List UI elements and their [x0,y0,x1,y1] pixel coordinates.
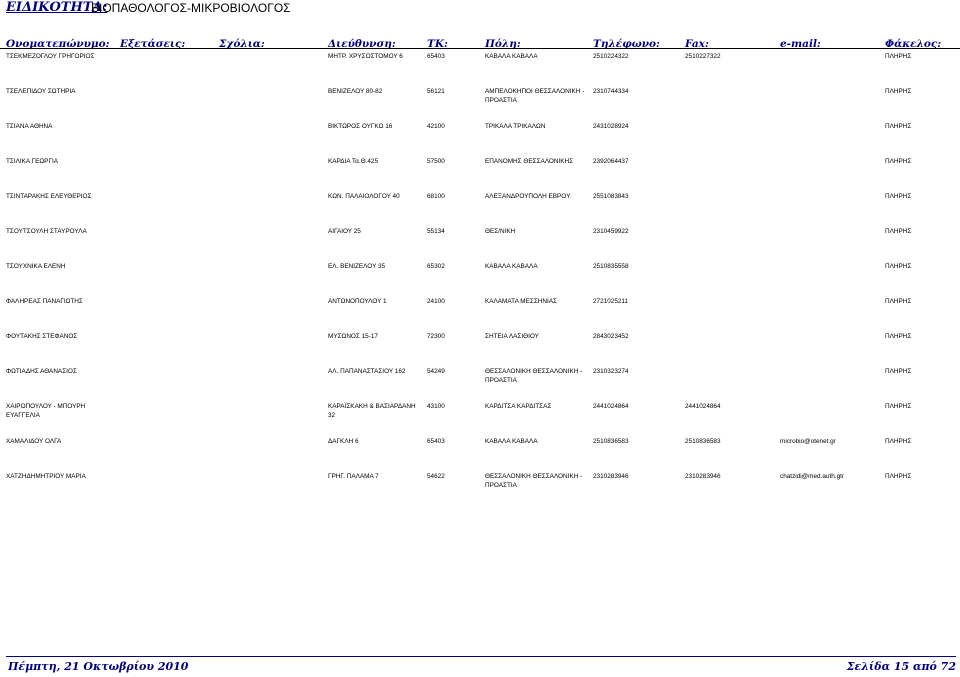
cell-address: ΚΑΡΔΙΑ Τα.Θ.425 [328,158,379,165]
cell-phone: 2551083843 [593,193,629,200]
cell-folder: ΠΛΗΡΗΣ [885,158,912,165]
header-city: Πόλη: [485,38,521,50]
table-row [0,87,960,121]
cell-city: ΑΛΕΞΑΝΔΡΟΥΠΟΛΗ ΕΒΡΟΥ [485,193,571,200]
table-row [0,297,960,331]
cell-address: ΜΗΤΡ. ΧΡΥΣΟΣΤΟΜΟΥ 6 [328,53,403,60]
cell-folder: ΠΛΗΡΗΣ [885,438,912,445]
header-divider [0,48,960,49]
cell-city: ΘΕΣ/ΝΙΚΗ [485,228,516,235]
table-row [0,157,960,191]
cell-phone: 2510835558 [593,263,629,270]
table-row [0,332,960,366]
cell-city: ΕΠΑΝΟΜΗΣ ΘΕΣΣΑΛΟΝΙΚΗΣ [485,158,574,165]
cell-folder: ΠΛΗΡΗΣ [885,403,912,410]
header-email: e-mail: [780,38,821,50]
specialty-label: ΕΙΔΙΚΟΤΗΤΑ: [6,0,108,15]
cell-name: ΤΣΙΝΤΑΡΑΚΗΣ ΕΛΕΥΘΕΡΙΟΣ [6,193,92,200]
cell-address: ΓΡΗΓ. ΠΑΛΑΜΑ 7 [328,473,379,480]
table-row [0,402,960,436]
cell-phone: 2431028924 [593,123,629,130]
cell-name: ΤΣΕΚΜΕΖΟΓΛΟΥ ΓΡΗΓΟΡΙΟΣ [6,53,95,60]
cell-city: ΣΗΤΕΙΑ ΛΑΣΙΘΙΟΥ [485,333,539,340]
cell-zip: 57500 [427,158,445,165]
header-comments: Σχόλια: [219,38,265,50]
cell-folder: ΠΛΗΡΗΣ [885,228,912,235]
footer-divider [6,656,956,657]
cell-name: ΦΟΥΤΑΚΗΣ ΣΤΕΦΑΝΟΣ [6,333,78,340]
cell-city: ΚΑΡΔΙΤΣΑ ΚΑΡΔΙΤΣΑΣ [485,403,552,410]
header-fax: Fax: [685,38,709,50]
cell-zip: 42100 [427,123,445,130]
cell-zip: 68100 [427,193,445,200]
header-zip: ΤΚ: [427,38,448,50]
cell-city: ΑΜΠΕΛΟΚΗΠΟΙ ΘΕΣΣΑΛΟΝΙΚΗ - ΠΡΟΑΣΤΙΑ [485,88,585,104]
cell-folder: ΠΛΗΡΗΣ [885,473,912,480]
cell-zip: 72300 [427,333,445,340]
cell-zip: 56121 [427,88,445,95]
cell-zip: 65403 [427,438,445,445]
cell-zip: 65403 [427,53,445,60]
cell-phone: 2392064437 [593,158,629,165]
cell-city: ΘΕΣΣΑΛΟΝΙΚΗ ΘΕΣΣΑΛΟΝΙΚΗ - ΠΡΟΑΣΤΙΑ [485,473,583,489]
header-phone: Τηλέφωνο: [593,38,660,50]
cell-name: ΤΣΕΛΕΠΙΔΟΥ ΣΩΤΗΡΙΑ [6,88,76,95]
cell-city: ΚΑΒΑΛΑ ΚΑΒΑΛΑ [485,53,538,60]
table-row [0,122,960,156]
table-row [0,367,960,401]
cell-folder: ΠΛΗΡΗΣ [885,298,912,305]
cell-address: ΑΙΓΑΙΟΥ 25 [328,228,361,235]
cell-phone: 2843023452 [593,333,629,340]
cell-address: ΑΛ. ΠΑΠΑΝΑΣΤΑΣΙΟΥ 162 [328,368,406,375]
cell-address: ΕΛ. ΒΕΝΙΖΕΛΟΥ 35 [328,263,386,270]
cell-name: ΤΣΟΥΤΣΟΥΛΗ ΣΤΑΥΡΟΥΛΑ [6,228,87,235]
cell-zip: 43100 [427,403,445,410]
cell-name: ΤΣΟΥΧΝΙΚΑ ΕΛΕΝΗ [6,263,66,270]
cell-phone: 2310323274 [593,368,629,375]
cell-email: chatzidi@med.auth.gtr [780,473,845,480]
cell-city: ΚΑΒΑΛΑ ΚΑΒΑΛΑ [485,263,538,270]
table-row [0,227,960,261]
cell-address: ΒΕΝΙΖΕΛΟΥ 80-82 [328,88,383,95]
cell-folder: ΠΛΗΡΗΣ [885,263,912,270]
cell-phone: 2310283946 [593,473,629,480]
cell-phone: 2441024864 [593,403,629,410]
cell-folder: ΠΛΗΡΗΣ [885,53,912,60]
cell-phone: 2510836583 [593,438,629,445]
cell-phone: 2310459922 [593,228,629,235]
cell-name: ΦΑΛΗΡΕΑΣ ΠΑΝΑΓΙΩΤΗΣ [6,298,83,305]
cell-fax: 2310283946 [685,473,721,480]
cell-zip: 65302 [427,263,445,270]
header-folder: Φάκελος: [885,38,942,50]
cell-address: ΑΝΤΩΝΟΠΟΥΛΟΥ 1 [328,298,387,305]
cell-name: ΧΑΜΑΛΙΔΟΥ ΟΛΓΑ [6,438,62,445]
cell-phone: 2310744334 [593,88,629,95]
cell-name: ΧΑΙΡΟΠΟΥΛΟΥ - ΜΠΟΥΡΗ ΕΥΑΓΓΕΛΙΑ [6,403,86,419]
cell-zip: 24100 [427,298,445,305]
header-address: Διεύθυνση: [328,38,396,50]
table-row [0,437,960,471]
cell-folder: ΠΛΗΡΗΣ [885,193,912,200]
table-row [0,262,960,296]
cell-fax: 2441024864 [685,403,721,410]
cell-zip: 54249 [427,368,445,375]
specialty-value: ΒΙΟΠΑΘΟΛΟΓΟΣ-ΜΙΚΡΟΒΙΟΛΟΓΟΣ [91,1,291,15]
cell-folder: ΠΛΗΡΗΣ [885,333,912,340]
cell-city: ΤΡΙΚΑΛΑ ΤΡΙΚΑΛΩΝ [485,123,546,130]
cell-address: ΔΑΓΚΛΗ 6 [328,438,359,445]
table-header [0,38,960,52]
cell-address: ΜΥΣΩΝΟΣ 15-17 [328,333,378,340]
cell-folder: ΠΛΗΡΗΣ [885,368,912,375]
footer-date: Πέμπτη, 21 Οκτωβρίου 2010 [8,660,189,673]
cell-name: ΧΑΤΖΗΔΗΜΗΤΡΙΟΥ ΜΑΡΙΑ [6,473,86,480]
table-row [0,472,960,506]
cell-name: ΤΣΙΛΙΚΑ ΓΕΩΡΓΙΑ [6,158,59,165]
cell-name: ΤΣΙΑΝΑ ΑΘΗΝΑ [6,123,53,130]
footer-page-number: Σελίδα 15 από 72 [846,660,956,673]
table-row [0,192,960,226]
cell-fax: 2510227322 [685,53,721,60]
cell-address: ΚΩΝ. ΠΑΛΑΙΟΛΟΓΟΥ 40 [328,193,400,200]
cell-zip: 55134 [427,228,445,235]
cell-city: ΚΑΒΑΛΑ ΚΑΒΑΛΑ [485,438,538,445]
cell-phone: 2721025211 [593,298,629,305]
cell-phone: 2510224322 [593,53,629,60]
cell-city: ΚΑΛΑΜΑΤΑ ΜΕΣΣΗΝΙΑΣ [485,298,557,305]
cell-address: ΒΙΚΤΩΡΟΣ ΟΥΓΚΩ 16 [328,123,393,130]
cell-name: ΦΩΤΙΑΔΗΣ ΑΘΑΝΑΣΙΟΣ [6,368,77,375]
cell-folder: ΠΛΗΡΗΣ [885,88,912,95]
cell-zip: 54622 [427,473,445,480]
cell-folder: ΠΛΗΡΗΣ [885,123,912,130]
cell-address: ΚΑΡΑΪΣΚΑΚΗ & ΒΑΣΙΑΡΔΑΝΗ 32 [328,403,416,419]
cell-fax: 2510836583 [685,438,721,445]
cell-email: microbio@otenet.gr [780,438,836,445]
header-tests: Εξετάσεις: [120,38,186,50]
header-name: Ονοματεπώνυμο: [6,38,110,50]
cell-city: ΘΕΣΣΑΛΟΝΙΚΗ ΘΕΣΣΑΛΟΝΙΚΗ - ΠΡΟΑΣΤΙΑ [485,368,583,384]
table-row [0,52,960,86]
